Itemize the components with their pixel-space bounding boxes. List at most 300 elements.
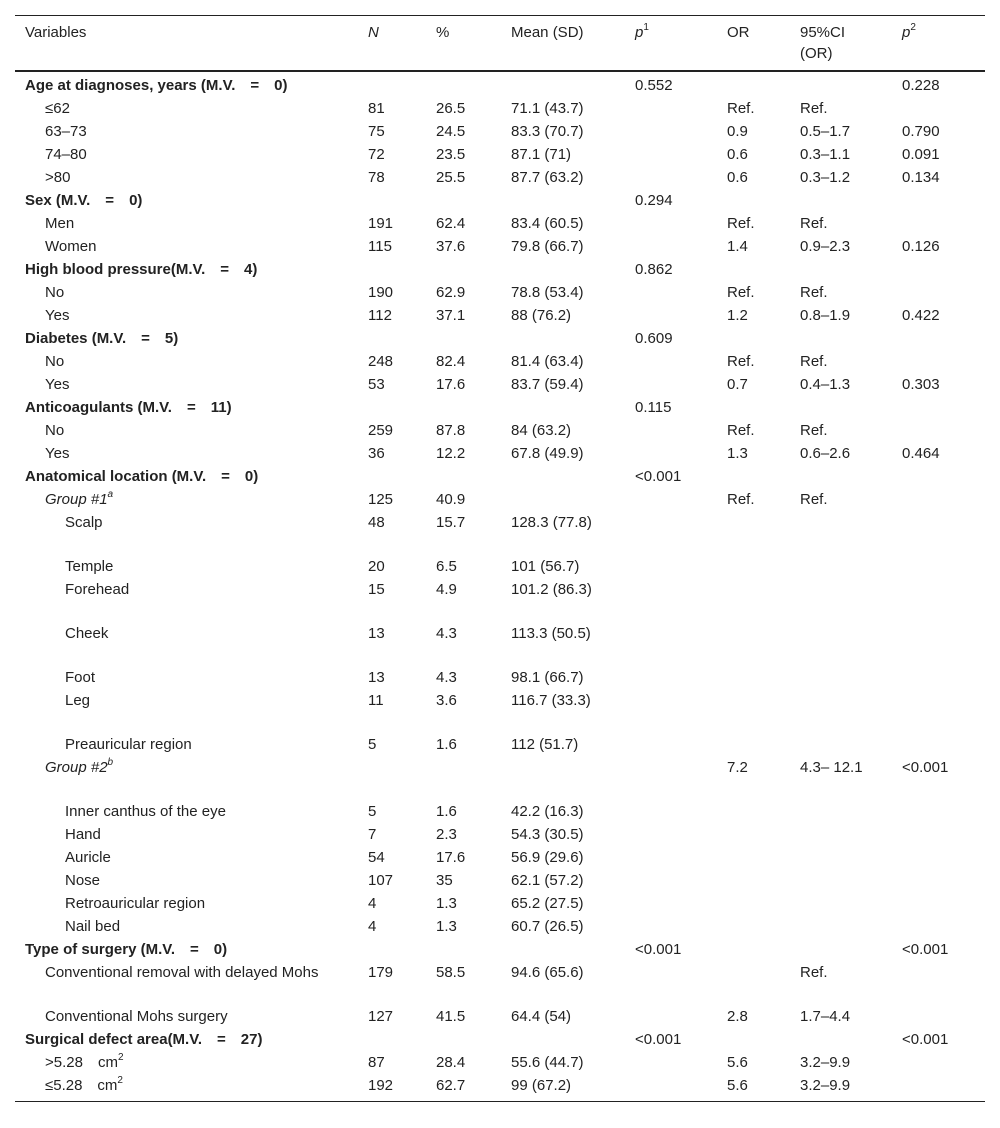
- results-table: [15, 15, 985, 1102]
- cell-p2: [892, 961, 985, 1005]
- cell-p1: [625, 166, 717, 189]
- cell-p2: 0.790: [902, 123, 940, 140]
- cell-percent: [426, 258, 501, 281]
- table-row: [15, 235, 985, 258]
- table-row: [15, 961, 985, 1005]
- cell-p1: [625, 442, 717, 465]
- cell-p1: [625, 666, 717, 689]
- cell-p2: <0.001: [902, 941, 949, 958]
- cell-mean-sd: 113.3 (50.5): [511, 625, 591, 642]
- cell-or: [717, 622, 790, 666]
- cell-ci: 1.7–4.4: [800, 1008, 851, 1025]
- table-row: [15, 823, 985, 846]
- cell-mean-sd: [501, 488, 625, 511]
- cell-variable: [15, 846, 358, 869]
- cell-percent: 17.6: [436, 849, 466, 866]
- cell-or: [717, 71, 790, 97]
- table-row: [15, 555, 985, 578]
- section-header-row: [15, 938, 985, 961]
- cell-percent: 25.5: [436, 169, 466, 186]
- cell-variable: [15, 442, 358, 465]
- cell-or: 1.2: [727, 307, 748, 324]
- variable-label: Age at diagnoses, years (M.V. = 0): [25, 77, 288, 94]
- table-body: [15, 71, 985, 1102]
- cell-p1: [625, 800, 717, 823]
- cell-n: 112: [368, 307, 392, 324]
- cell-variable: [15, 733, 358, 756]
- variable-label: >80: [45, 169, 71, 186]
- cell-ci: [790, 869, 892, 892]
- table-row: [15, 915, 985, 938]
- cell-percent: 37.6: [436, 238, 466, 255]
- cell-mean-sd: 71.1 (43.7): [511, 100, 584, 117]
- cell-variable: [15, 120, 358, 143]
- cell-p1: <0.001: [635, 941, 682, 958]
- cell-mean-sd: [501, 327, 625, 350]
- cell-n: 75: [368, 123, 385, 140]
- cell-or: Ref.: [727, 353, 755, 370]
- cell-variable: [15, 1074, 358, 1102]
- cell-ci: [790, 555, 892, 578]
- cell-or: [717, 823, 790, 846]
- section-header-row: [15, 465, 985, 488]
- header-mean: Mean (SD): [511, 24, 584, 41]
- cell-or: [717, 869, 790, 892]
- cell-or: 0.7: [727, 376, 748, 393]
- cell-mean-sd: 65.2 (27.5): [511, 895, 584, 912]
- cell-n: 179: [368, 964, 394, 981]
- cell-mean-sd: 87.1 (71): [511, 146, 572, 163]
- variable-label: Sex (M.V. = 0): [25, 192, 143, 209]
- cell-variable: [15, 281, 358, 304]
- cell-percent: 4.3: [436, 669, 457, 686]
- cell-percent: [426, 396, 501, 419]
- cell-n: [358, 938, 426, 961]
- variable-label: Leg: [65, 692, 91, 709]
- header-p1: [625, 16, 717, 72]
- cell-variable: [15, 327, 358, 350]
- cell-variable: [15, 961, 358, 1005]
- cell-p2: [892, 892, 985, 915]
- cell-mean-sd: 101.2 (86.3): [511, 581, 592, 598]
- cell-p1: <0.001: [635, 1031, 682, 1048]
- cell-percent: 28.4: [436, 1054, 466, 1071]
- cell-ci: Ref.: [800, 284, 828, 301]
- cell-percent: 3.6: [436, 692, 457, 709]
- cell-n: 5: [368, 736, 377, 753]
- cell-variable: [15, 892, 358, 915]
- cell-ci: [790, 396, 892, 419]
- table-row: [15, 304, 985, 327]
- cell-n: [358, 1028, 426, 1051]
- cell-ci: Ref.: [800, 422, 828, 439]
- cell-n: [358, 465, 426, 488]
- cell-percent: 1.3: [436, 918, 457, 935]
- cell-p2: [892, 823, 985, 846]
- cell-ci: 0.9–2.3: [800, 238, 851, 255]
- cell-mean-sd: 87.7 (63.2): [511, 169, 584, 186]
- variable-label: Anticoagulants (M.V. = 11): [25, 399, 232, 416]
- cell-mean-sd: [501, 396, 625, 419]
- cell-p1: [625, 622, 717, 666]
- cell-p1: 0.115: [635, 399, 672, 416]
- cell-p2: [892, 281, 985, 304]
- cell-mean-sd: [501, 756, 625, 800]
- cell-or: [717, 689, 790, 733]
- cell-ci: [790, 327, 892, 350]
- cell-variable: [15, 1005, 358, 1028]
- cell-mean-sd: 78.8 (53.4): [511, 284, 584, 301]
- header-ci-line2: (OR): [800, 45, 833, 62]
- cell-n: 4: [368, 918, 377, 935]
- section-header-row: [15, 71, 985, 97]
- cell-n: 127: [368, 1008, 394, 1025]
- cell-or: [717, 555, 790, 578]
- cell-or: Ref.: [727, 100, 755, 117]
- table-header: [15, 16, 985, 72]
- cell-p1: [625, 961, 717, 1005]
- cell-mean-sd: 112 (51.7): [511, 736, 579, 753]
- cell-percent: 87.8: [436, 422, 466, 439]
- cell-mean-sd: 116.7 (33.3): [511, 692, 591, 709]
- cell-percent: 17.6: [436, 376, 466, 393]
- cell-or: [717, 396, 790, 419]
- cell-n: 125: [368, 491, 394, 508]
- cell-p2: 0.134: [902, 169, 940, 186]
- cell-percent: 82.4: [436, 353, 466, 370]
- cell-n: [358, 71, 426, 97]
- table-row: [15, 1051, 985, 1074]
- variable-label: Retroauricular region: [65, 895, 206, 912]
- cell-p1: [625, 373, 717, 396]
- cell-variable: [15, 465, 358, 488]
- cell-p2: 0.303: [902, 376, 940, 393]
- cell-variable: [15, 938, 358, 961]
- cell-p1: <0.001: [635, 468, 682, 485]
- table-row: [15, 800, 985, 823]
- cell-ci: Ref.: [800, 491, 828, 508]
- cell-p1: [625, 488, 717, 511]
- variable-label: Men: [45, 215, 75, 232]
- variable-label: Auricle: [65, 849, 111, 866]
- cell-p2: 0.126: [902, 238, 940, 255]
- cell-p1: [625, 578, 717, 622]
- cell-n: 13: [368, 625, 385, 642]
- cell-p2: [892, 689, 985, 733]
- cell-p1: [625, 1074, 717, 1102]
- cell-p2: [892, 212, 985, 235]
- cell-or: [717, 938, 790, 961]
- table-row: [15, 97, 985, 120]
- cell-ci: [790, 823, 892, 846]
- variable-superscript: 2: [117, 1052, 124, 1063]
- cell-ci: [790, 511, 892, 555]
- cell-ci: [790, 578, 892, 622]
- cell-ci: 3.2–9.9: [800, 1054, 851, 1071]
- cell-p1: [625, 892, 717, 915]
- cell-ci: 0.4–1.3: [800, 376, 851, 393]
- cell-mean-sd: 98.1 (66.7): [511, 669, 584, 686]
- cell-p1: 0.862: [635, 261, 673, 278]
- cell-ci: [790, 938, 892, 961]
- variable-superscript: 2: [117, 1075, 123, 1086]
- variable-label: Women: [45, 238, 97, 255]
- cell-or: [717, 511, 790, 555]
- cell-mean-sd: 56.9 (29.6): [511, 849, 584, 866]
- cell-or: [717, 258, 790, 281]
- cell-mean-sd: 83.3 (70.7): [511, 123, 584, 140]
- cell-p1: [625, 120, 717, 143]
- cell-variable: [15, 1051, 358, 1074]
- cell-n: 72: [368, 146, 385, 163]
- cell-mean-sd: [501, 189, 625, 212]
- cell-variable: [15, 823, 358, 846]
- cell-n: 36: [368, 445, 385, 462]
- variable-label: Forehead: [65, 581, 130, 598]
- variable-label: Conventional removal with delayed Mohs: [45, 964, 319, 981]
- cell-ci: Ref.: [800, 100, 828, 117]
- cell-ci: 0.8–1.9: [800, 307, 851, 324]
- cell-ci: [790, 71, 892, 97]
- table-row: [15, 1074, 985, 1102]
- table-row: [15, 143, 985, 166]
- cell-p1: [625, 1051, 717, 1074]
- cell-n: [358, 189, 426, 212]
- variable-superscript: b: [107, 757, 114, 768]
- cell-percent: [426, 465, 501, 488]
- cell-p2: [892, 1051, 985, 1074]
- cell-n: 107: [368, 872, 394, 889]
- cell-ci: [790, 1028, 892, 1051]
- cell-p2: 0.091: [902, 146, 940, 163]
- cell-n: 248: [368, 353, 394, 370]
- cell-ci: 0.3–1.2: [800, 169, 851, 186]
- variable-label: Surgical defect area(M.V. = 27): [25, 1031, 263, 1048]
- cell-n: [358, 258, 426, 281]
- cell-p2: [892, 258, 985, 281]
- cell-n: 190: [368, 284, 394, 301]
- cell-ci: [790, 733, 892, 756]
- cell-variable: [15, 689, 358, 733]
- cell-p2: [892, 915, 985, 938]
- cell-percent: 1.3: [436, 895, 457, 912]
- variable-label: Yes: [45, 376, 70, 393]
- cell-variable: [15, 869, 358, 892]
- variable-label: 63–73: [45, 123, 87, 140]
- table-row: [15, 578, 985, 622]
- cell-p2: <0.001: [902, 759, 949, 776]
- variable-label: ≤5.28 cm: [45, 1077, 118, 1094]
- header-row: [15, 16, 985, 72]
- cell-n: [358, 327, 426, 350]
- group-row: [15, 756, 985, 800]
- group-row: [15, 488, 985, 511]
- cell-or: 0.9: [727, 123, 748, 140]
- cell-p2: [892, 97, 985, 120]
- cell-or: 0.6: [727, 169, 748, 186]
- table-row: [15, 733, 985, 756]
- cell-n: [358, 396, 426, 419]
- cell-p1: [625, 212, 717, 235]
- cell-mean-sd: 128.3 (77.8): [511, 514, 592, 531]
- cell-mean-sd: 94.6 (65.6): [511, 964, 584, 981]
- cell-ci: [790, 915, 892, 938]
- cell-n: 191: [368, 215, 394, 232]
- cell-mean-sd: 62.1 (57.2): [511, 872, 584, 889]
- cell-n: 15: [368, 581, 385, 598]
- cell-p1: [625, 350, 717, 373]
- cell-n: 7: [368, 826, 377, 843]
- table-row: [15, 689, 985, 733]
- cell-p1: 0.294: [635, 192, 673, 209]
- cell-mean-sd: [501, 1028, 625, 1051]
- cell-ci: [790, 892, 892, 915]
- cell-mean-sd: 83.7 (59.4): [511, 376, 584, 393]
- cell-p2: [892, 488, 985, 511]
- cell-percent: 62.7: [436, 1077, 466, 1094]
- cell-p2: 0.464: [902, 445, 940, 462]
- cell-n: 78: [368, 169, 385, 186]
- cell-variable: [15, 396, 358, 419]
- cell-p2: [892, 350, 985, 373]
- variable-label: Group #1: [45, 491, 108, 508]
- cell-or: [717, 892, 790, 915]
- cell-percent: 37.1: [436, 307, 466, 324]
- cell-variable: [15, 915, 358, 938]
- cell-mean-sd: 83.4 (60.5): [511, 215, 584, 232]
- cell-p2: [892, 800, 985, 823]
- cell-variable: [15, 304, 358, 327]
- cell-p1: [625, 756, 717, 800]
- cell-ci: [790, 189, 892, 212]
- cell-or: [717, 578, 790, 622]
- cell-p2: [892, 869, 985, 892]
- cell-or: [717, 189, 790, 212]
- cell-p1: [625, 733, 717, 756]
- cell-percent: [426, 756, 501, 800]
- cell-percent: 26.5: [436, 100, 466, 117]
- table-row: [15, 869, 985, 892]
- cell-p2: [892, 189, 985, 212]
- header-pct: %: [436, 24, 450, 41]
- variable-label: Preauricular region: [65, 736, 192, 753]
- variable-label: Temple: [65, 558, 114, 575]
- cell-or: 5.6: [727, 1054, 748, 1071]
- cell-n: 81: [368, 100, 385, 117]
- table-row: [15, 511, 985, 555]
- cell-percent: 40.9: [436, 491, 466, 508]
- cell-p1: [625, 869, 717, 892]
- cell-percent: 15.7: [436, 514, 466, 531]
- table-row: [15, 166, 985, 189]
- cell-variable: [15, 578, 358, 622]
- cell-ci: [790, 465, 892, 488]
- cell-ci: 4.3– 12.1: [800, 759, 863, 776]
- section-header-row: [15, 258, 985, 281]
- cell-mean-sd: 88 (76.2): [511, 307, 572, 324]
- cell-variable: [15, 97, 358, 120]
- cell-or: 0.6: [727, 146, 748, 163]
- cell-percent: [426, 327, 501, 350]
- cell-n: 54: [368, 849, 385, 866]
- header-or: OR: [727, 24, 750, 41]
- cell-ci: [790, 846, 892, 869]
- cell-variable: [15, 235, 358, 258]
- variable-label: Yes: [45, 307, 70, 324]
- variable-label: Nose: [65, 872, 101, 889]
- cell-p1: [625, 555, 717, 578]
- cell-or: [717, 465, 790, 488]
- cell-variable: [15, 1028, 358, 1051]
- cell-ci: [790, 800, 892, 823]
- cell-variable: [15, 419, 358, 442]
- cell-p1: [625, 689, 717, 733]
- cell-or: [717, 1028, 790, 1051]
- cell-mean-sd: 60.7 (26.5): [511, 918, 584, 935]
- header-ci: [790, 16, 892, 72]
- cell-percent: [426, 189, 501, 212]
- cell-n: 13: [368, 669, 385, 686]
- variable-label: No: [45, 353, 65, 370]
- cell-n: 11: [368, 692, 384, 709]
- cell-p1: [625, 304, 717, 327]
- section-header-row: [15, 1028, 985, 1051]
- variable-label: Scalp: [65, 514, 103, 531]
- cell-mean-sd: 67.8 (49.9): [511, 445, 584, 462]
- cell-or: [717, 327, 790, 350]
- cell-n: 5: [368, 803, 377, 820]
- cell-p2: [892, 578, 985, 622]
- cell-p1: [625, 511, 717, 555]
- table-row: [15, 350, 985, 373]
- cell-n: 192: [368, 1077, 394, 1094]
- cell-variable: [15, 258, 358, 281]
- cell-p1: [625, 419, 717, 442]
- cell-variable: [15, 511, 358, 555]
- variable-label: High blood pressure(M.V. = 4): [25, 261, 258, 278]
- cell-variable: [15, 555, 358, 578]
- cell-percent: 24.5: [436, 123, 466, 140]
- cell-p2: 0.422: [902, 307, 940, 324]
- cell-or: [717, 733, 790, 756]
- variable-label: >5.28 cm: [45, 1054, 118, 1071]
- cell-p2: [892, 396, 985, 419]
- variable-label: 74–80: [45, 146, 87, 163]
- cell-or: 7.2: [727, 759, 748, 776]
- cell-p2: <0.001: [902, 1031, 949, 1048]
- cell-variable: [15, 166, 358, 189]
- cell-percent: 1.6: [436, 803, 457, 820]
- cell-variable: [15, 800, 358, 823]
- cell-or: [717, 846, 790, 869]
- header-ci-line1: 95%CI: [800, 24, 846, 41]
- variable-label: Hand: [65, 826, 101, 843]
- cell-ci: [790, 666, 892, 689]
- cell-mean-sd: [501, 258, 625, 281]
- cell-mean-sd: [501, 71, 625, 97]
- cell-or: Ref.: [727, 215, 755, 232]
- variable-label: Diabetes (M.V. = 5): [25, 330, 179, 347]
- cell-p1: [625, 143, 717, 166]
- cell-n: 115: [368, 238, 392, 255]
- cell-ci: Ref.: [800, 353, 828, 370]
- cell-n: 20: [368, 558, 385, 575]
- cell-percent: 58.5: [436, 964, 466, 981]
- cell-p2: [892, 622, 985, 666]
- cell-mean-sd: 79.8 (66.7): [511, 238, 584, 255]
- cell-percent: 6.5: [436, 558, 457, 575]
- cell-n: 4: [368, 895, 377, 912]
